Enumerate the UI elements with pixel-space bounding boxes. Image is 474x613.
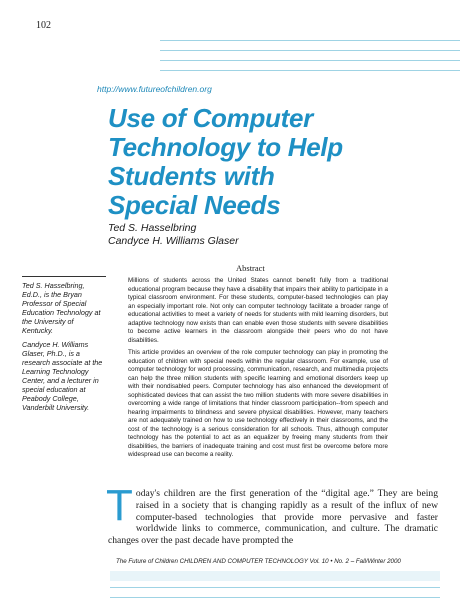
author-bio: Candyce H. Williams Glaser, Ph.D., is a research associate at the Learning Technology Center, and a lecturer in special education at Peabody College, Vanderbilt University. [22,340,103,412]
footer-rule [110,587,440,588]
journal-url-link[interactable]: http://www.futureofchildren.org [97,84,212,94]
article-body [106,481,438,547]
body-paragraph: oday's children are the first generation of the “digital age.” They are being raised in a society that is changing rapidly as a result of the influx of new computer-based technologies that provide more pervasive and faster worldwide links to commerce, communication, and culture. The dramatic changes over the past decade have prompted the [108,488,438,547]
author-name: Ted S. Hasselbring [108,222,197,234]
page-number: 102 [36,20,51,31]
header-rule [160,70,460,71]
header-rule [160,60,460,61]
drop-cap: T [106,481,133,530]
article-title [108,104,438,220]
abstract-heading: Abstract [236,263,265,273]
page-footer: The Future of Children CHILDREN AND COMPUTER TECHNOLOGY Vol. 10 • No. 2 – Fall/Winter 2000 [116,558,401,565]
footer-band [110,571,440,581]
author-bio: Ted S. Hasselbring, Ed.D., is the Bryan Professor of Special Education Technology at the University of Kentucky. [22,281,101,335]
abstract-paragraph: This article provides an overview of the role computer technology can play in promoting the education of children with special needs within the regular classroom. For example, use of computer technology for word processing, communication, research, and multimedia projects can help the three million students with specific learning and emotional disorders keep up with their nondisabled peers. Computer technology has also enhanced the development of sophisticated devices that can assist the two million students with more severe disabilities in overcoming a wide range of limitations that hinder classroom participation--from speech and hearing impairments to blindness and severe physical disabilities. However, many teachers are not adequately trained on how to use technology effectively in their classrooms, and the cost of the technology is a serious consideration for all schools. Thus, although computer technology has the potential to act as an equalizer by freeing many students from their disabilities, the barriers of inadequate training and cost must first be overcome before more widespread use can become a reality. [128,349,388,458]
author-list [108,222,239,248]
author-bio-sidebar [22,276,106,417]
header-rule [160,40,460,41]
title-line: Special Needs [108,190,281,220]
abstract-body [128,277,388,464]
footer-rule [110,597,440,598]
header-rule [160,50,460,51]
title-line: Use of Computer [108,103,313,133]
title-line: Technology to Help [108,132,343,162]
abstract-paragraph: Millions of students across the United States cannot benefit fully from a traditional educational program because they have a disability that impairs their ability to participate in a typical classroom environment. For these students, computer-based technologies can play an especially important role. Not only can computer technology facilitate a broader range of educational activities to meet a variety of needs for students with mild learning disorders, but adaptive technology now exists than can enable even those students with severe disabilities to become active learners in the classroom alongside their peers who do not have disabilities. [128,277,388,344]
title-line: Students with [108,161,275,191]
author-name: Candyce H. Williams Glaser [108,235,239,247]
